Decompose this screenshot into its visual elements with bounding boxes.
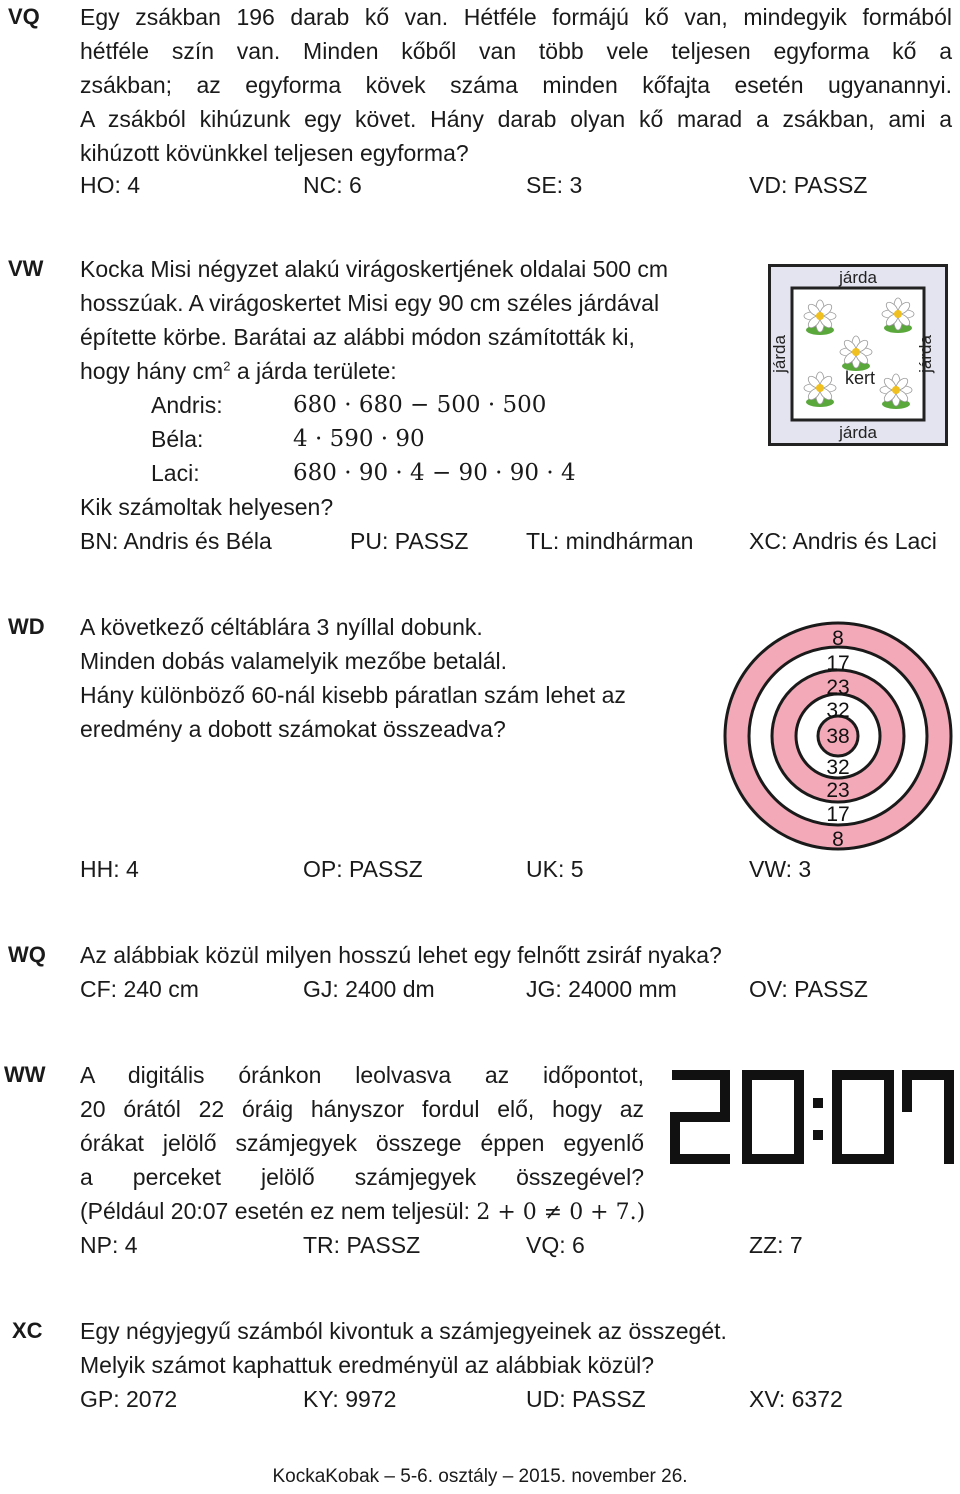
answer-option[interactable]: VQ: 6 bbox=[526, 1232, 585, 1258]
ring-label: 17 bbox=[826, 803, 850, 826]
answer-option[interactable]: HH: 4 bbox=[80, 856, 139, 882]
question-code: WW bbox=[4, 1062, 46, 1087]
answer-option[interactable]: ZZ: 7 bbox=[749, 1232, 803, 1258]
label-bottom: járda bbox=[839, 423, 877, 442]
ring-label: 17 bbox=[826, 652, 850, 675]
question-code: VQ bbox=[8, 4, 40, 29]
daisy-icon bbox=[804, 372, 836, 407]
answer-option[interactable]: GP: 2072 bbox=[80, 1386, 178, 1412]
answer-option[interactable]: CF: 240 cm bbox=[80, 976, 199, 1002]
question-code: WD bbox=[8, 614, 45, 639]
answer-option[interactable]: TR: PASSZ bbox=[303, 1232, 421, 1258]
clock-colon bbox=[813, 1098, 823, 1140]
answer-option[interactable]: XC: Andris és Laci bbox=[749, 528, 937, 554]
question-code: XC bbox=[12, 1318, 43, 1343]
answer-option[interactable]: SE: 3 bbox=[526, 172, 583, 198]
answer-option[interactable]: HO: 4 bbox=[80, 172, 141, 198]
formula-bela-expr: 4 · 590 · 90 bbox=[293, 426, 425, 452]
ring-label: 23 bbox=[826, 676, 850, 699]
example-line: (Például 20:07 esetén ez nem teljesül: 2 + 0 ≠ 0 + 7.) bbox=[80, 1198, 646, 1225]
answer-option[interactable]: BN: Andris és Béla bbox=[80, 528, 272, 554]
clock-digit-7 bbox=[902, 1070, 954, 1164]
answer-option[interactable]: OV: PASSZ bbox=[749, 976, 868, 1002]
answer-option[interactable]: PU: PASSZ bbox=[350, 528, 469, 554]
dart-target bbox=[722, 620, 954, 852]
daisy-icon bbox=[880, 374, 912, 409]
ring-label: 32 bbox=[826, 699, 850, 722]
question-text: A digitális óránkon leolvasva az időpontot, 20 órától 22 óráig hányszor fordul elő, hogy az órákat jelölő számjegyek összege éppen egyenlő a perceket jelölő számjegyek összegével? bbox=[80, 1062, 644, 1190]
answer-option[interactable]: NC: 6 bbox=[303, 172, 362, 198]
answer-option[interactable]: UK: 5 bbox=[526, 856, 584, 882]
daisy-icon bbox=[882, 298, 914, 333]
formula-laci: Laci: bbox=[151, 460, 200, 486]
question-text: A következő céltáblára 3 nyíllal dobunk. Minden dobás valamelyik mezőbe betalál. Hány különböző 60-nál kisebb páratlan szám lehet az eredmény a dobott számokat összeadva? bbox=[80, 614, 626, 742]
question-text: Egy négyjegyű számból kivontuk a számjegyeinek az összegét. Melyik számot kaphattuk eredményül az alábbiak közül? bbox=[80, 1318, 727, 1378]
formula-bela: Béla: bbox=[151, 426, 204, 452]
bullseye-label: 38 bbox=[826, 725, 850, 748]
answer-option[interactable]: VD: PASSZ bbox=[749, 172, 868, 198]
question-text: Kocka Misi négyzet alakú virágoskertjének oldalai 500 cm hosszúak. A virágoskertet Misi egy 90 cm széles járdával építette körbe. Barátai az alábbi módon számították ki, hogy hány $cm^2$ a járda területe: bbox=[80, 256, 669, 384]
formula-laci-expr: 680 · 90 · 4 − 90 · 90 · 4 bbox=[293, 460, 576, 486]
label-right: járda bbox=[916, 335, 935, 373]
question-code: VW bbox=[8, 256, 44, 281]
question-text: Az alábbiak közül milyen hosszú lehet egy felnőtt zsiráf nyaka? bbox=[80, 942, 722, 968]
label-left: járda bbox=[770, 335, 789, 373]
answer-option[interactable]: KY: 9972 bbox=[303, 1386, 397, 1412]
ring-label: 32 bbox=[826, 756, 850, 779]
daisy-icon bbox=[804, 300, 836, 335]
answer-option[interactable]: XV: 6372 bbox=[749, 1386, 843, 1412]
ring-label: 23 bbox=[826, 779, 850, 802]
answer-option[interactable]: JG: 24000 mm bbox=[526, 976, 677, 1002]
answer-option[interactable]: GJ: 2400 dm bbox=[303, 976, 435, 1002]
ring-label: 8 bbox=[832, 828, 844, 851]
formula-andris-expr: 680 · 680 − 500 · 500 bbox=[293, 392, 547, 418]
formula-andris: Andris: bbox=[151, 392, 223, 418]
digital-clock-display bbox=[668, 1068, 956, 1168]
question-code: WQ bbox=[8, 942, 46, 967]
garden-figure bbox=[768, 264, 948, 446]
daisy-icon bbox=[840, 336, 872, 371]
ring-label: 8 bbox=[832, 627, 844, 650]
answer-option[interactable]: VW: 3 bbox=[749, 856, 812, 882]
question-text: Egy zsákban 196 darab kő van. Hétféle formájú kő van, mindegyik formából hétféle szín van. Minden kőből van több vele teljesen egyforma kő a zsákban; az egyforma kövek száma minden kőfajta esetén ugyanannyi. A zsákból kihúzunk egy követ. Hány darab olyan kő marad a zsákban, ami a kihúzott kövünkkel teljesen egyforma? bbox=[80, 4, 952, 166]
answer-option[interactable]: TL: mindhárman bbox=[526, 528, 694, 554]
clock-digit-2 bbox=[670, 1070, 730, 1164]
answer-option[interactable]: NP: 4 bbox=[80, 1232, 138, 1258]
clock-digit-0b bbox=[832, 1070, 894, 1164]
answer-option[interactable]: UD: PASSZ bbox=[526, 1386, 646, 1412]
question-prompt: Kik számoltak helyesen? bbox=[80, 494, 334, 520]
label-center: kert bbox=[844, 368, 876, 388]
label-top: járda bbox=[839, 268, 877, 287]
clock-digit-0 bbox=[742, 1070, 804, 1164]
answer-option[interactable]: OP: PASSZ bbox=[303, 856, 423, 882]
page-footer: KockaKobak – 5-6. osztály – 2015. november 26. bbox=[272, 1466, 688, 1487]
